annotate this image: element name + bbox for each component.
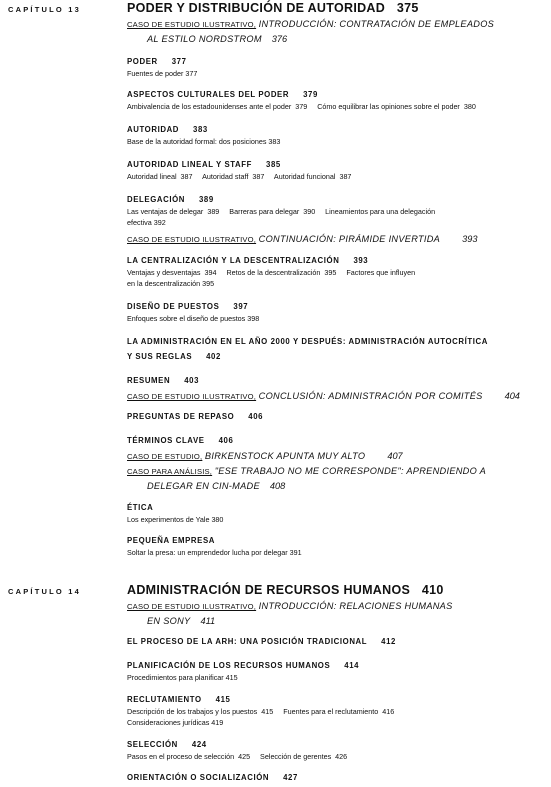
case-line — [127, 389, 547, 404]
section-title: LA CENTRALIZACIÓN Y LA DESCENTRALIZACIÓN — [127, 256, 340, 265]
subtopic-line: Soltar la presa: un emprendedor lucha por delegar 391 — [127, 548, 302, 557]
chapter-label: CAPÍTULO 13 — [8, 5, 81, 14]
subtopic-line: Autoridad lineal 387 Autoridad staff 387 Autoridad funcional 387 — [127, 172, 352, 181]
section-title: ÉTICA — [127, 503, 154, 512]
section-page: 379 — [303, 90, 318, 99]
section-heading — [127, 256, 368, 265]
subtopic-line: Enfoques sobre el diseño de puestos 398 — [127, 314, 260, 323]
case-title: "ESE TRABAJO NO ME CORRESPONDE": APRENDIENDO A — [214, 466, 487, 476]
section-heading — [127, 57, 187, 66]
section-title: DELEGACIÓN — [127, 195, 185, 204]
subtopic-line: Las ventajas de delegar 389 Barreras para delegar 390 Lineamientos para una delegación — [127, 207, 436, 216]
section-heading — [127, 125, 208, 134]
section-page: 415 — [215, 695, 231, 704]
subtopic-line: Fuentes de poder 377 — [127, 69, 198, 78]
case-title: INTRODUCCIÓN: RELACIONES HUMANAS — [258, 601, 453, 611]
intro-case — [127, 599, 547, 628]
chapter-title-text: ADMINISTRACIÓN DE RECURSOS HUMANOS — [127, 583, 411, 597]
section-title: RESUMEN — [127, 376, 171, 385]
section-page: 403 — [184, 376, 200, 385]
section-heading — [127, 90, 318, 99]
section-heading — [127, 773, 298, 782]
section-page: 393 — [353, 256, 369, 265]
subtopic-line: en la descentralización 395 — [127, 279, 215, 288]
section-heading — [127, 661, 359, 670]
section-page: 424 — [191, 740, 207, 749]
chapter-title-text: PODER Y DISTRIBUCIÓN DE AUTORIDAD — [127, 1, 386, 15]
section-title: PREGUNTAS DE REPASO — [127, 412, 235, 421]
section-page: 377 — [171, 57, 187, 66]
section-page: 397 — [233, 302, 249, 311]
section-page: 427 — [283, 773, 298, 782]
section-title: DISEÑO DE PUESTOS — [127, 302, 220, 311]
case-title-cont: EN SONY — [147, 616, 191, 626]
case-line — [127, 449, 547, 464]
section-title: RECLUTAMIENTO — [127, 695, 202, 704]
subtopic-line: Descripción de los trabajos y los puestos 415 Fuentes para el reclutamiento 416 — [127, 707, 395, 716]
intro-case — [127, 17, 547, 46]
chapter-title — [127, 1, 419, 15]
section-page: 414 — [344, 661, 360, 670]
subtopic-line: Los experimentos de Yale 380 — [127, 515, 224, 524]
section-title: SELECCIÓN — [127, 740, 178, 749]
case-title-cont: DELEGAR EN CIN-MADE — [147, 481, 260, 491]
case-page: 393 — [462, 234, 478, 244]
section-heading — [127, 160, 281, 169]
chapter-title — [127, 583, 444, 597]
section-title: AUTORIDAD — [127, 125, 180, 134]
section-heading — [127, 695, 230, 704]
section-heading — [127, 412, 263, 421]
subtopic-line: Ventajas y desventajas 394 Retos de la descentralización 395 Factores que influyen — [127, 268, 416, 277]
section-page: 402 — [206, 352, 221, 361]
case-page: 411 — [200, 616, 216, 626]
section-page: 406 — [218, 436, 234, 445]
subtopic-line: Procedimientos para planificar 415 — [127, 673, 238, 682]
section-heading — [127, 503, 153, 512]
subtopic-line: Ambivalencia de los estadounidenses ante el poder 379 Cómo equilibrar las opiniones sobre el poder 380 — [127, 102, 476, 111]
section-heading — [127, 637, 396, 646]
case-tag: CASO DE ESTUDIO ILUSTRATIVO, — [127, 392, 257, 401]
chapter-title-page: 375 — [396, 1, 419, 15]
case-page: 407 — [387, 451, 403, 461]
section-heading — [127, 436, 233, 445]
section-title: EL PROCESO DE LA ARH: UNA POSICIÓN TRADICIONAL — [127, 637, 368, 646]
chapter-title-page: 410 — [421, 583, 444, 597]
section-heading — [127, 740, 207, 749]
section-heading — [127, 302, 248, 311]
subtopic-line: Consideraciones jurídicas 419 — [127, 718, 224, 727]
section-title: ORIENTACIÓN O SOCIALIZACIÓN — [127, 773, 270, 782]
subtopic-line: Base de la autoridad formal: dos posiciones 383 — [127, 137, 281, 146]
chapter-label: CAPÍTULO 14 — [8, 587, 81, 596]
case-title: CONCLUSIÓN: ADMINISTRACIÓN POR COMITÉS — [258, 391, 483, 401]
case-title: BIRKENSTOCK APUNTA MUY ALTO — [204, 451, 366, 461]
section-title: TÉRMINOS CLAVE — [127, 436, 205, 445]
case-analysis — [127, 464, 547, 493]
section-title: AUTORIDAD LINEAL Y STAFF — [127, 160, 253, 169]
case-title: INTRODUCCIÓN: CONTRATACIÓN DE EMPLEADOS — [258, 19, 495, 29]
subtopic-line: efectiva 392 — [127, 218, 166, 227]
section-title: PLANIFICACIÓN DE LOS RECURSOS HUMANOS — [127, 661, 331, 670]
section-heading — [127, 376, 199, 385]
section-page: 389 — [198, 195, 214, 204]
case-tag: CASO DE ESTUDIO ILUSTRATIVO, — [127, 20, 257, 29]
section-heading — [127, 195, 214, 204]
section-heading — [127, 536, 215, 545]
case-page: 408 — [269, 481, 286, 491]
section-heading — [127, 337, 488, 346]
case-tag: CASO DE ESTUDIO ILUSTRATIVO, — [127, 235, 257, 244]
section-heading-cont — [127, 352, 221, 361]
section-page: 412 — [381, 637, 396, 646]
section-title: PODER — [127, 57, 158, 66]
section-page: 406 — [248, 412, 264, 421]
section-title: LA ADMINISTRACIÓN EN EL AÑO 2000 Y DESPUÉS: ADMINISTRACIÓN AUTOCRÍTICA — [127, 337, 488, 346]
section-page: 385 — [266, 160, 281, 169]
case-tag: CASO DE ESTUDIO, — [127, 452, 203, 461]
subtopic-line: Pasos en el proceso de selección 425 Selección de gerentes 426 — [127, 752, 348, 761]
case-tag: CASO PARA ANÁLISIS, — [127, 467, 213, 476]
section-title-cont: Y SUS REGLAS — [127, 352, 193, 361]
case-tag: CASO DE ESTUDIO ILUSTRATIVO, — [127, 602, 257, 611]
case-page: 404 — [504, 391, 520, 401]
case-page: 376 — [271, 34, 288, 44]
case-title-cont: AL ESTILO NORDSTROM — [147, 34, 262, 44]
case-title: CONTINUACIÓN: PIRÁMIDE INVERTIDA — [258, 234, 441, 244]
section-title: PEQUEÑA EMPRESA — [127, 536, 215, 545]
section-title: ASPECTOS CULTURALES DEL PODER — [127, 90, 290, 99]
section-page: 383 — [193, 125, 208, 134]
case-line — [127, 232, 547, 247]
